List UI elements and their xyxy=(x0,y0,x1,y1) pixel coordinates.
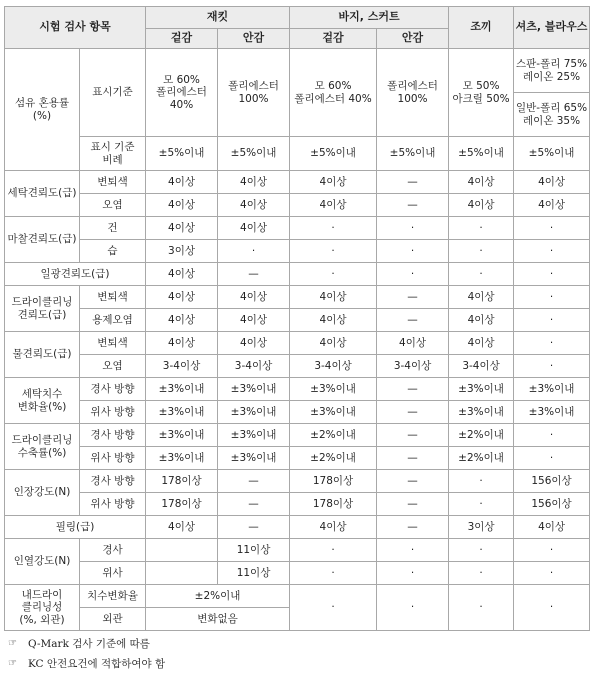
row-group-label: 마찰견뢰도(급) xyxy=(5,217,80,263)
table-cell: · xyxy=(514,585,590,631)
table-row xyxy=(5,493,590,516)
table-cell: 3-4이상 xyxy=(377,355,449,378)
test-spec-table xyxy=(4,6,590,631)
table-row xyxy=(5,137,590,171)
table-cell: 폴리에스터 100% xyxy=(377,49,449,137)
table-cell: ±2%이내 xyxy=(146,585,290,608)
table-cell: 4이상 xyxy=(449,309,514,332)
table-cell: 폴리에스터 100% xyxy=(218,49,290,137)
table-cell: — xyxy=(218,493,290,516)
table-cell: · xyxy=(290,217,377,240)
row-sub-label: 오염 xyxy=(80,355,146,378)
row-group-label: 물견뢰도(급) xyxy=(5,332,80,378)
footnote-text: Q-Mark 검사 기준에 따름 xyxy=(28,638,150,650)
table-row xyxy=(5,263,590,286)
table-cell: 4이상 xyxy=(290,332,377,355)
table-cell: ±5%이내 xyxy=(218,137,290,171)
header-pants-lining: 안감 xyxy=(377,29,449,49)
table-row xyxy=(5,562,590,585)
table-cell: 4이상 xyxy=(449,332,514,355)
table-cell: — xyxy=(377,493,449,516)
table-cell: · xyxy=(514,447,590,470)
table-cell: · xyxy=(449,585,514,631)
table-cell: ±3%이내 xyxy=(218,447,290,470)
table-row xyxy=(5,424,590,447)
row-sub-label: 경사 xyxy=(80,539,146,562)
table-cell: 178이상 xyxy=(290,493,377,516)
table-cell: — xyxy=(377,378,449,401)
table-cell: 4이상 xyxy=(290,516,377,539)
table-cell: — xyxy=(377,516,449,539)
row-sub-label: 위사 방향 xyxy=(80,447,146,470)
table-cell: · xyxy=(377,217,449,240)
table-cell: · xyxy=(514,309,590,332)
table-cell: · xyxy=(449,240,514,263)
table-row xyxy=(5,355,590,378)
table-cell: · xyxy=(377,240,449,263)
table-cell: 3-4이상 xyxy=(449,355,514,378)
table-cell: 4이상 xyxy=(449,286,514,309)
table-cell: 3-4이상 xyxy=(290,355,377,378)
row-group-label: 드라이클리닝 견뢰도(급) xyxy=(5,286,80,332)
pointing-hand-icon: ☞ xyxy=(8,638,17,649)
table-cell: — xyxy=(377,286,449,309)
header-pants-outer: 겉감 xyxy=(290,29,377,49)
row-group-label: 드라이클리닝 수축률(%) xyxy=(5,424,80,470)
table-cell: · xyxy=(377,539,449,562)
table-cell: 4이상 xyxy=(377,332,449,355)
table-cell: · xyxy=(290,539,377,562)
table-cell: 3이상 xyxy=(146,240,218,263)
table-cell: · xyxy=(290,585,377,631)
table-cell: 4이상 xyxy=(218,286,290,309)
table-row xyxy=(5,171,590,194)
table-row xyxy=(5,286,590,309)
table-cell: 3-4이상 xyxy=(146,355,218,378)
table-cell: — xyxy=(377,401,449,424)
table-cell: 4이상 xyxy=(218,332,290,355)
row-group-label: 내드라이 클리닝성 (%, 외관) xyxy=(5,585,80,631)
table-cell: · xyxy=(449,263,514,286)
table-cell: · xyxy=(377,263,449,286)
table-cell: · xyxy=(218,240,290,263)
table-cell: 4이상 xyxy=(218,217,290,240)
table-cell: ±3%이내 xyxy=(290,378,377,401)
row-sub-label: 건 xyxy=(80,217,146,240)
table-cell: ±5%이내 xyxy=(449,137,514,171)
table-cell xyxy=(146,539,218,562)
table-cell: ±3%이내 xyxy=(146,401,218,424)
table-cell: ±3%이내 xyxy=(146,424,218,447)
row-sub-label: 위사 방향 xyxy=(80,401,146,424)
table-cell: · xyxy=(514,286,590,309)
table-row xyxy=(5,332,590,355)
footnote xyxy=(8,654,165,674)
table-cell: 11이상 xyxy=(218,539,290,562)
table-cell: 4이상 xyxy=(514,516,590,539)
table-cell: ±3%이내 xyxy=(218,401,290,424)
table-cell: · xyxy=(514,217,590,240)
table-cell: 4이상 xyxy=(218,171,290,194)
table-cell: · xyxy=(449,493,514,516)
table-row xyxy=(5,447,590,470)
row-sub-label: 용제오염 xyxy=(80,309,146,332)
table-row xyxy=(5,470,590,493)
table-cell: 178이상 xyxy=(146,493,218,516)
table-cell: — xyxy=(377,194,449,217)
header-pants-skirt: 바지, 스커트 xyxy=(290,7,449,29)
pointing-hand-icon: ☞ xyxy=(8,658,17,669)
table-cell: 3-4이상 xyxy=(218,355,290,378)
row-sub-label: 변퇴색 xyxy=(80,332,146,355)
header-shirt-blouse: 셔츠, 블라우스 xyxy=(514,7,590,49)
table-cell: ±3%이내 xyxy=(514,378,590,401)
table-cell: · xyxy=(514,240,590,263)
table-cell: 4이상 xyxy=(290,286,377,309)
header-jacket-outer: 겉감 xyxy=(146,29,218,49)
table-cell: 4이상 xyxy=(146,171,218,194)
row-sub-label: 표시 기준 비례 xyxy=(80,137,146,171)
table-row xyxy=(5,539,590,562)
row-sub-label: 표시기준 xyxy=(80,49,146,137)
table-cell: ±3%이내 xyxy=(146,378,218,401)
table-cell: 4이상 xyxy=(449,171,514,194)
row-group-label: 세탁치수 변화율(%) xyxy=(5,378,80,424)
table-row xyxy=(5,49,590,93)
table-cell: — xyxy=(377,309,449,332)
table-cell: ±5%이내 xyxy=(377,137,449,171)
row-sub-label: 경사 방향 xyxy=(80,470,146,493)
header-vest: 조끼 xyxy=(449,7,514,49)
row-sub-label: 위사 방향 xyxy=(80,493,146,516)
table-cell: 4이상 xyxy=(146,516,218,539)
table-cell: · xyxy=(290,263,377,286)
header-jacket-lining: 안감 xyxy=(218,29,290,49)
table-cell: — xyxy=(377,424,449,447)
table-row xyxy=(5,309,590,332)
table-cell: 3이상 xyxy=(449,516,514,539)
footnote xyxy=(8,634,165,654)
table-cell: 4이상 xyxy=(146,263,218,286)
table-cell: 4이상 xyxy=(290,309,377,332)
table-cell: 4이상 xyxy=(146,194,218,217)
table-cell: 4이상 xyxy=(218,309,290,332)
table-cell: · xyxy=(514,263,590,286)
table-cell: ±3%이내 xyxy=(290,401,377,424)
table-cell: ±3%이내 xyxy=(514,401,590,424)
table-cell: 178이상 xyxy=(290,470,377,493)
table-cell: 스판-폴리 75% 레이온 25% xyxy=(514,49,590,93)
table-cell: — xyxy=(218,470,290,493)
row-sub-label: 위사 xyxy=(80,562,146,585)
table-cell: ±3%이내 xyxy=(218,424,290,447)
table-row xyxy=(5,378,590,401)
table-cell: 4이상 xyxy=(218,194,290,217)
table-row xyxy=(5,401,590,424)
table-cell: 11이상 xyxy=(218,562,290,585)
table-cell: · xyxy=(377,585,449,631)
row-group-label: 섬유 혼용률 (%) xyxy=(5,49,80,171)
table-cell: ±3%이내 xyxy=(146,447,218,470)
table-cell: · xyxy=(290,562,377,585)
row-sub-label: 습 xyxy=(80,240,146,263)
table-cell: — xyxy=(377,470,449,493)
table-cell: 4이상 xyxy=(146,309,218,332)
row-group-label: 일광견뢰도(급) xyxy=(5,263,146,286)
row-sub-label: 오염 xyxy=(80,194,146,217)
table-cell: — xyxy=(377,171,449,194)
table-cell: 모 50% 아크릴 50% xyxy=(449,49,514,137)
header-jacket: 재킷 xyxy=(146,7,290,29)
table-cell: · xyxy=(514,332,590,355)
table-cell: ±3%이내 xyxy=(449,401,514,424)
row-sub-label: 외관 xyxy=(80,608,146,631)
table-cell: ±2%이내 xyxy=(290,447,377,470)
table-cell: · xyxy=(514,539,590,562)
table-cell: 4이상 xyxy=(514,194,590,217)
table-cell: 4이상 xyxy=(449,194,514,217)
table-cell: 일반-폴리 65% 레이온 35% xyxy=(514,93,590,137)
table-cell: · xyxy=(449,217,514,240)
table-cell: · xyxy=(449,539,514,562)
table-cell: 156이상 xyxy=(514,493,590,516)
table-cell: · xyxy=(377,562,449,585)
table-row xyxy=(5,194,590,217)
table-row xyxy=(5,240,590,263)
table-cell: ±3%이내 xyxy=(449,378,514,401)
table-cell: ±5%이내 xyxy=(146,137,218,171)
table-cell: — xyxy=(377,447,449,470)
table-cell: · xyxy=(449,470,514,493)
table-cell xyxy=(146,562,218,585)
table-cell: 156이상 xyxy=(514,470,590,493)
footnote-text: KC 안전요건에 적합하여야 함 xyxy=(28,658,166,670)
table-cell: · xyxy=(514,562,590,585)
table-cell: · xyxy=(290,240,377,263)
row-group-label: 인열강도(N) xyxy=(5,539,80,585)
table-cell: · xyxy=(514,355,590,378)
row-sub-label: 변퇴색 xyxy=(80,286,146,309)
table-cell: ±3%이내 xyxy=(218,378,290,401)
footnotes xyxy=(8,634,165,674)
row-sub-label: 치수변화율 xyxy=(80,585,146,608)
row-group-label: 필링(급) xyxy=(5,516,146,539)
table-cell: · xyxy=(449,562,514,585)
row-group-label: 세탁견뢰도(급) xyxy=(5,171,80,217)
row-group-label: 인장강도(N) xyxy=(5,470,80,516)
row-sub-label: 변퇴색 xyxy=(80,171,146,194)
row-sub-label: 경사 방향 xyxy=(80,424,146,447)
table-cell: 4이상 xyxy=(290,194,377,217)
table-cell: 4이상 xyxy=(146,286,218,309)
table-cell: 4이상 xyxy=(146,332,218,355)
table-row xyxy=(5,585,590,608)
table-cell: — xyxy=(218,263,290,286)
table-row xyxy=(5,217,590,240)
table-cell: ±2%이내 xyxy=(290,424,377,447)
table-row xyxy=(5,516,590,539)
header-test-item: 시험 검사 항목 xyxy=(5,7,146,49)
table-cell: 모 60% 폴리에스터 40% xyxy=(146,49,218,137)
table-cell: 모 60% 폴리에스터 40% xyxy=(290,49,377,137)
table-cell: 4이상 xyxy=(514,171,590,194)
table-cell: — xyxy=(218,516,290,539)
table-cell: ±5%이내 xyxy=(290,137,377,171)
row-sub-label: 경사 방향 xyxy=(80,378,146,401)
table-cell: 변화없음 xyxy=(146,608,290,631)
table-cell: 4이상 xyxy=(290,171,377,194)
table-cell: ±5%이내 xyxy=(514,137,590,171)
table-cell: 4이상 xyxy=(146,217,218,240)
table-cell: · xyxy=(514,424,590,447)
table-cell: 178이상 xyxy=(146,470,218,493)
table-cell: ±2%이내 xyxy=(449,424,514,447)
table-cell: ±2%이내 xyxy=(449,447,514,470)
